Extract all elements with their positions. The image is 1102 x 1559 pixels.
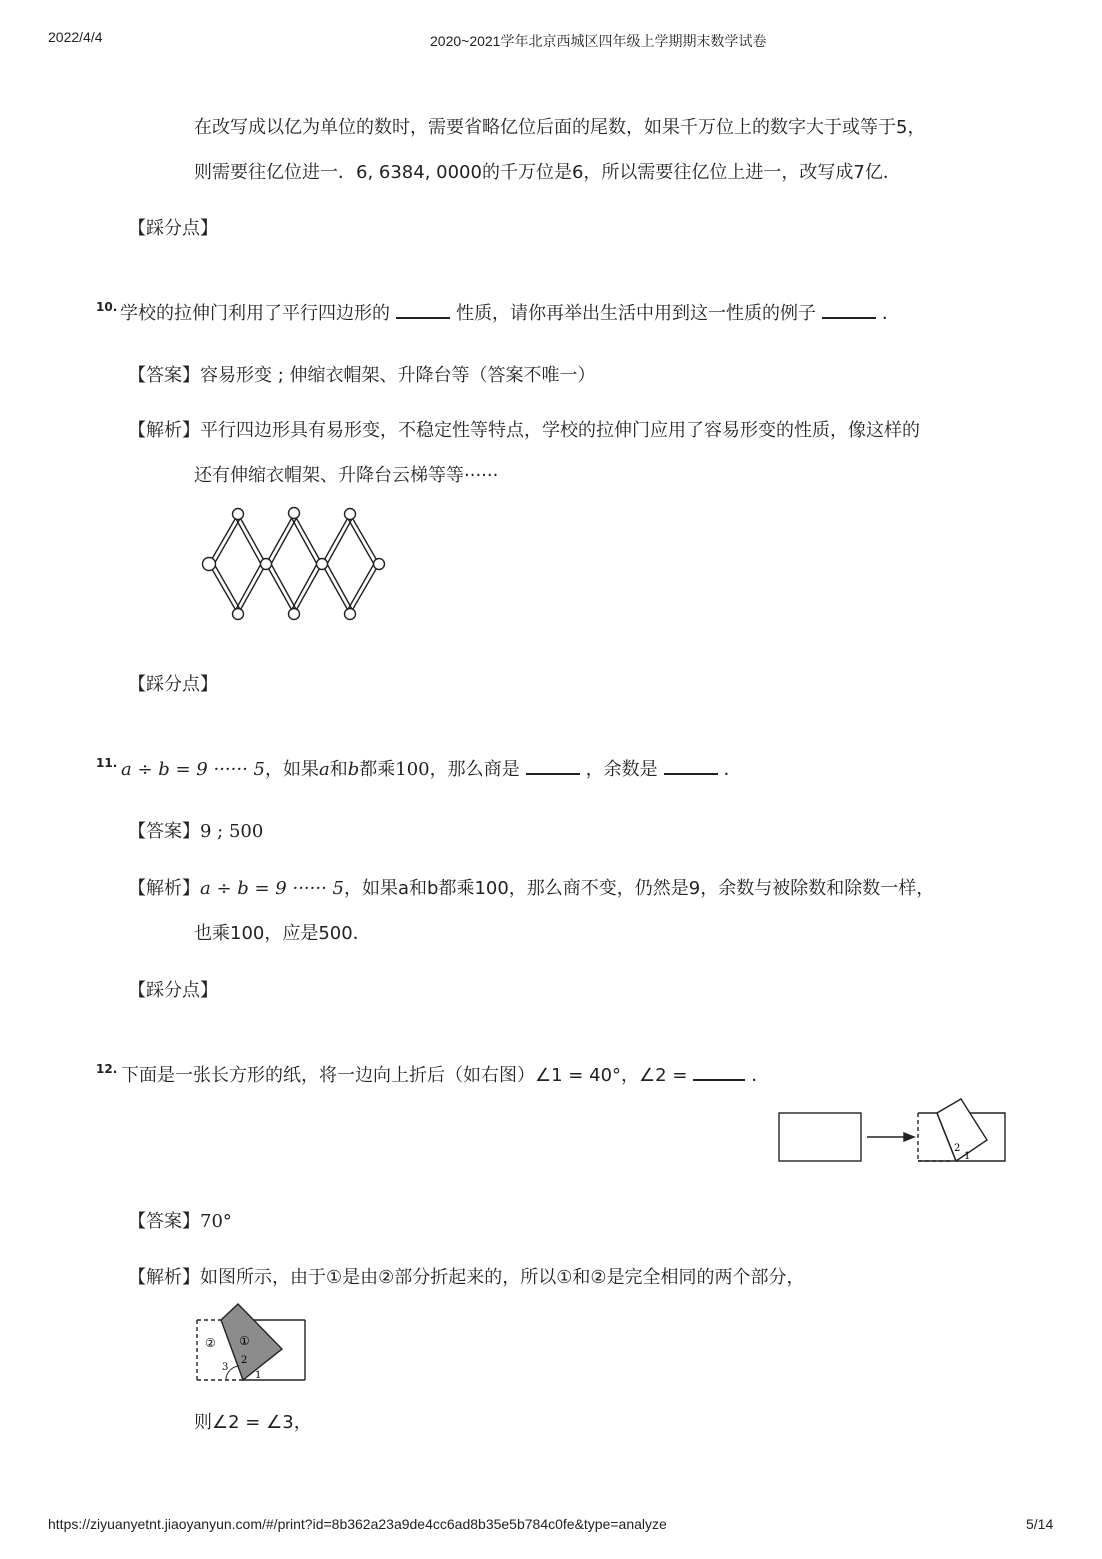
q11-blank-quotient[interactable]: [526, 757, 580, 775]
q12-answer-text: 70°: [200, 1211, 232, 1232]
q12-question: [121, 1063, 769, 1088]
q12-analysis-line2: 则∠2 = ∠3，: [194, 1412, 312, 1433]
q11-analysis-line1-rest: ，如果a和b都乘100，那么商不变，仍然是9，余数与被除数和除数一样，: [343, 878, 935, 899]
q9-analysis-line2: 则需要往亿位进一．6, 6384, 0000的千万位是6，所以需要往亿位上进一，改写成7亿．: [194, 162, 901, 183]
q11-var-b: b: [347, 759, 360, 780]
q11-answer-text: 9 ; 500: [200, 821, 264, 842]
q12-question-end: ．: [751, 1065, 770, 1086]
q10-analysis-label: 【解析】: [128, 420, 200, 441]
q10-analysis-line2: 还有伸缩衣帽架、升降台云梯等等······: [194, 465, 499, 486]
q12-number: 12.: [96, 1062, 118, 1076]
q10-score-label: 【踩分点】: [128, 674, 218, 695]
fig2-angle-1-label: 1: [255, 1370, 262, 1381]
q9-score-label: 【踩分点】: [128, 218, 218, 239]
q10-blank-2[interactable]: [822, 301, 876, 319]
q11-analysis-label: 【解析】: [128, 878, 200, 899]
q10-answer: [128, 364, 596, 388]
q12-analysis: [128, 1266, 805, 1290]
q11-hundred: 100: [395, 759, 430, 780]
q11-answer-label: 【答案】: [128, 821, 200, 842]
q10-question-part2: 性质，请你再举出生活中用到这一性质的例子: [456, 303, 816, 324]
q10-analysis-line1: 平行四边形具有易形变，不稳定性等特点，学校的拉伸门应用了容易形变的性质，像这样的: [200, 420, 920, 441]
fig2-angle-2-label: 2: [241, 1355, 248, 1366]
q11-question-part4: ，余数是: [585, 759, 658, 780]
q11-question-part1: ，如果: [264, 759, 319, 780]
q11-blank-remainder[interactable]: [664, 757, 718, 775]
lattice-gate-figure: [195, 500, 395, 630]
q10-question-end: ．: [882, 303, 900, 324]
footer-url[interactable]: https://ziyuanyetnt.jiaoyanyun.com/#/print?id=8b362a23a9de4cc6ad8b35e5b784c0fe&type=analyze: [48, 1516, 667, 1532]
q9-analysis-line1: 在改写成以亿为单位的数时，需要省略亿位后面的尾数，如果千万位上的数字大于或等于5，: [194, 117, 926, 138]
q11-and: 和: [329, 759, 348, 780]
fold-paper-figure: [776, 1097, 1016, 1177]
footer-page-number: 5/14: [1026, 1516, 1054, 1532]
q11-answer: [128, 820, 263, 844]
fig-angle-2-label: 2: [954, 1143, 961, 1154]
q12-answer-label: 【答案】: [128, 1211, 200, 1232]
q12-question-part1: 下面是一张长方形的纸，将一边向上折后（如右图）∠1 = 40°，∠2 =: [121, 1065, 688, 1086]
q11-question-part3: ，那么商是: [429, 759, 520, 780]
q11-analysis-line2: 也乘100，应是500．: [194, 923, 371, 944]
q12-analysis-line1: 如图所示，由于①是由②部分折起来的，所以①和②是完全相同的两个部分，: [200, 1267, 805, 1288]
document-title: 2020~2021学年北京西城区四年级上学期期末数学试卷: [430, 33, 767, 49]
original-rectangle: [779, 1113, 861, 1161]
q11-analysis-math: a ÷ b = 9 ······ 5: [200, 878, 344, 899]
q11-number: 11.: [96, 756, 118, 770]
q11-analysis: [128, 877, 934, 901]
fig2-circled-1: ①: [239, 1334, 250, 1348]
fig2-circled-2: ②: [205, 1336, 216, 1350]
q12-blank[interactable]: [693, 1063, 745, 1081]
folded-part-shaded: [221, 1304, 282, 1380]
q11-score-label: 【踩分点】: [128, 980, 218, 1001]
q11-var-a: a: [318, 759, 330, 780]
q12-analysis-label: 【解析】: [128, 1267, 200, 1288]
q10-answer-label: 【答案】: [128, 365, 200, 386]
q11-question-math: a ÷ b = 9 ······ 5: [121, 759, 265, 780]
fold-analysis-figure: [193, 1300, 323, 1390]
q10-number: 10.: [96, 300, 118, 314]
q10-analysis: [128, 419, 920, 443]
q12-answer: [128, 1210, 232, 1234]
q11-question: [121, 757, 742, 782]
q10-blank-1[interactable]: [396, 301, 450, 319]
q10-question-part1: 学校的拉伸门利用了平行四边形的: [120, 303, 390, 324]
fig2-angle-3-label: 3: [222, 1362, 229, 1373]
arrow-icon: [904, 1133, 914, 1141]
q10-question: [120, 301, 900, 326]
q11-question-part2: 都乘: [359, 759, 396, 780]
q11-question-end: ．: [723, 759, 742, 780]
q10-answer-text: 容易形变 ; 伸缩衣帽架、升降台等（答案不唯一）: [200, 365, 596, 386]
fig-angle-1-label: 1: [964, 1151, 971, 1162]
print-date: 2022/4/4: [48, 29, 103, 45]
